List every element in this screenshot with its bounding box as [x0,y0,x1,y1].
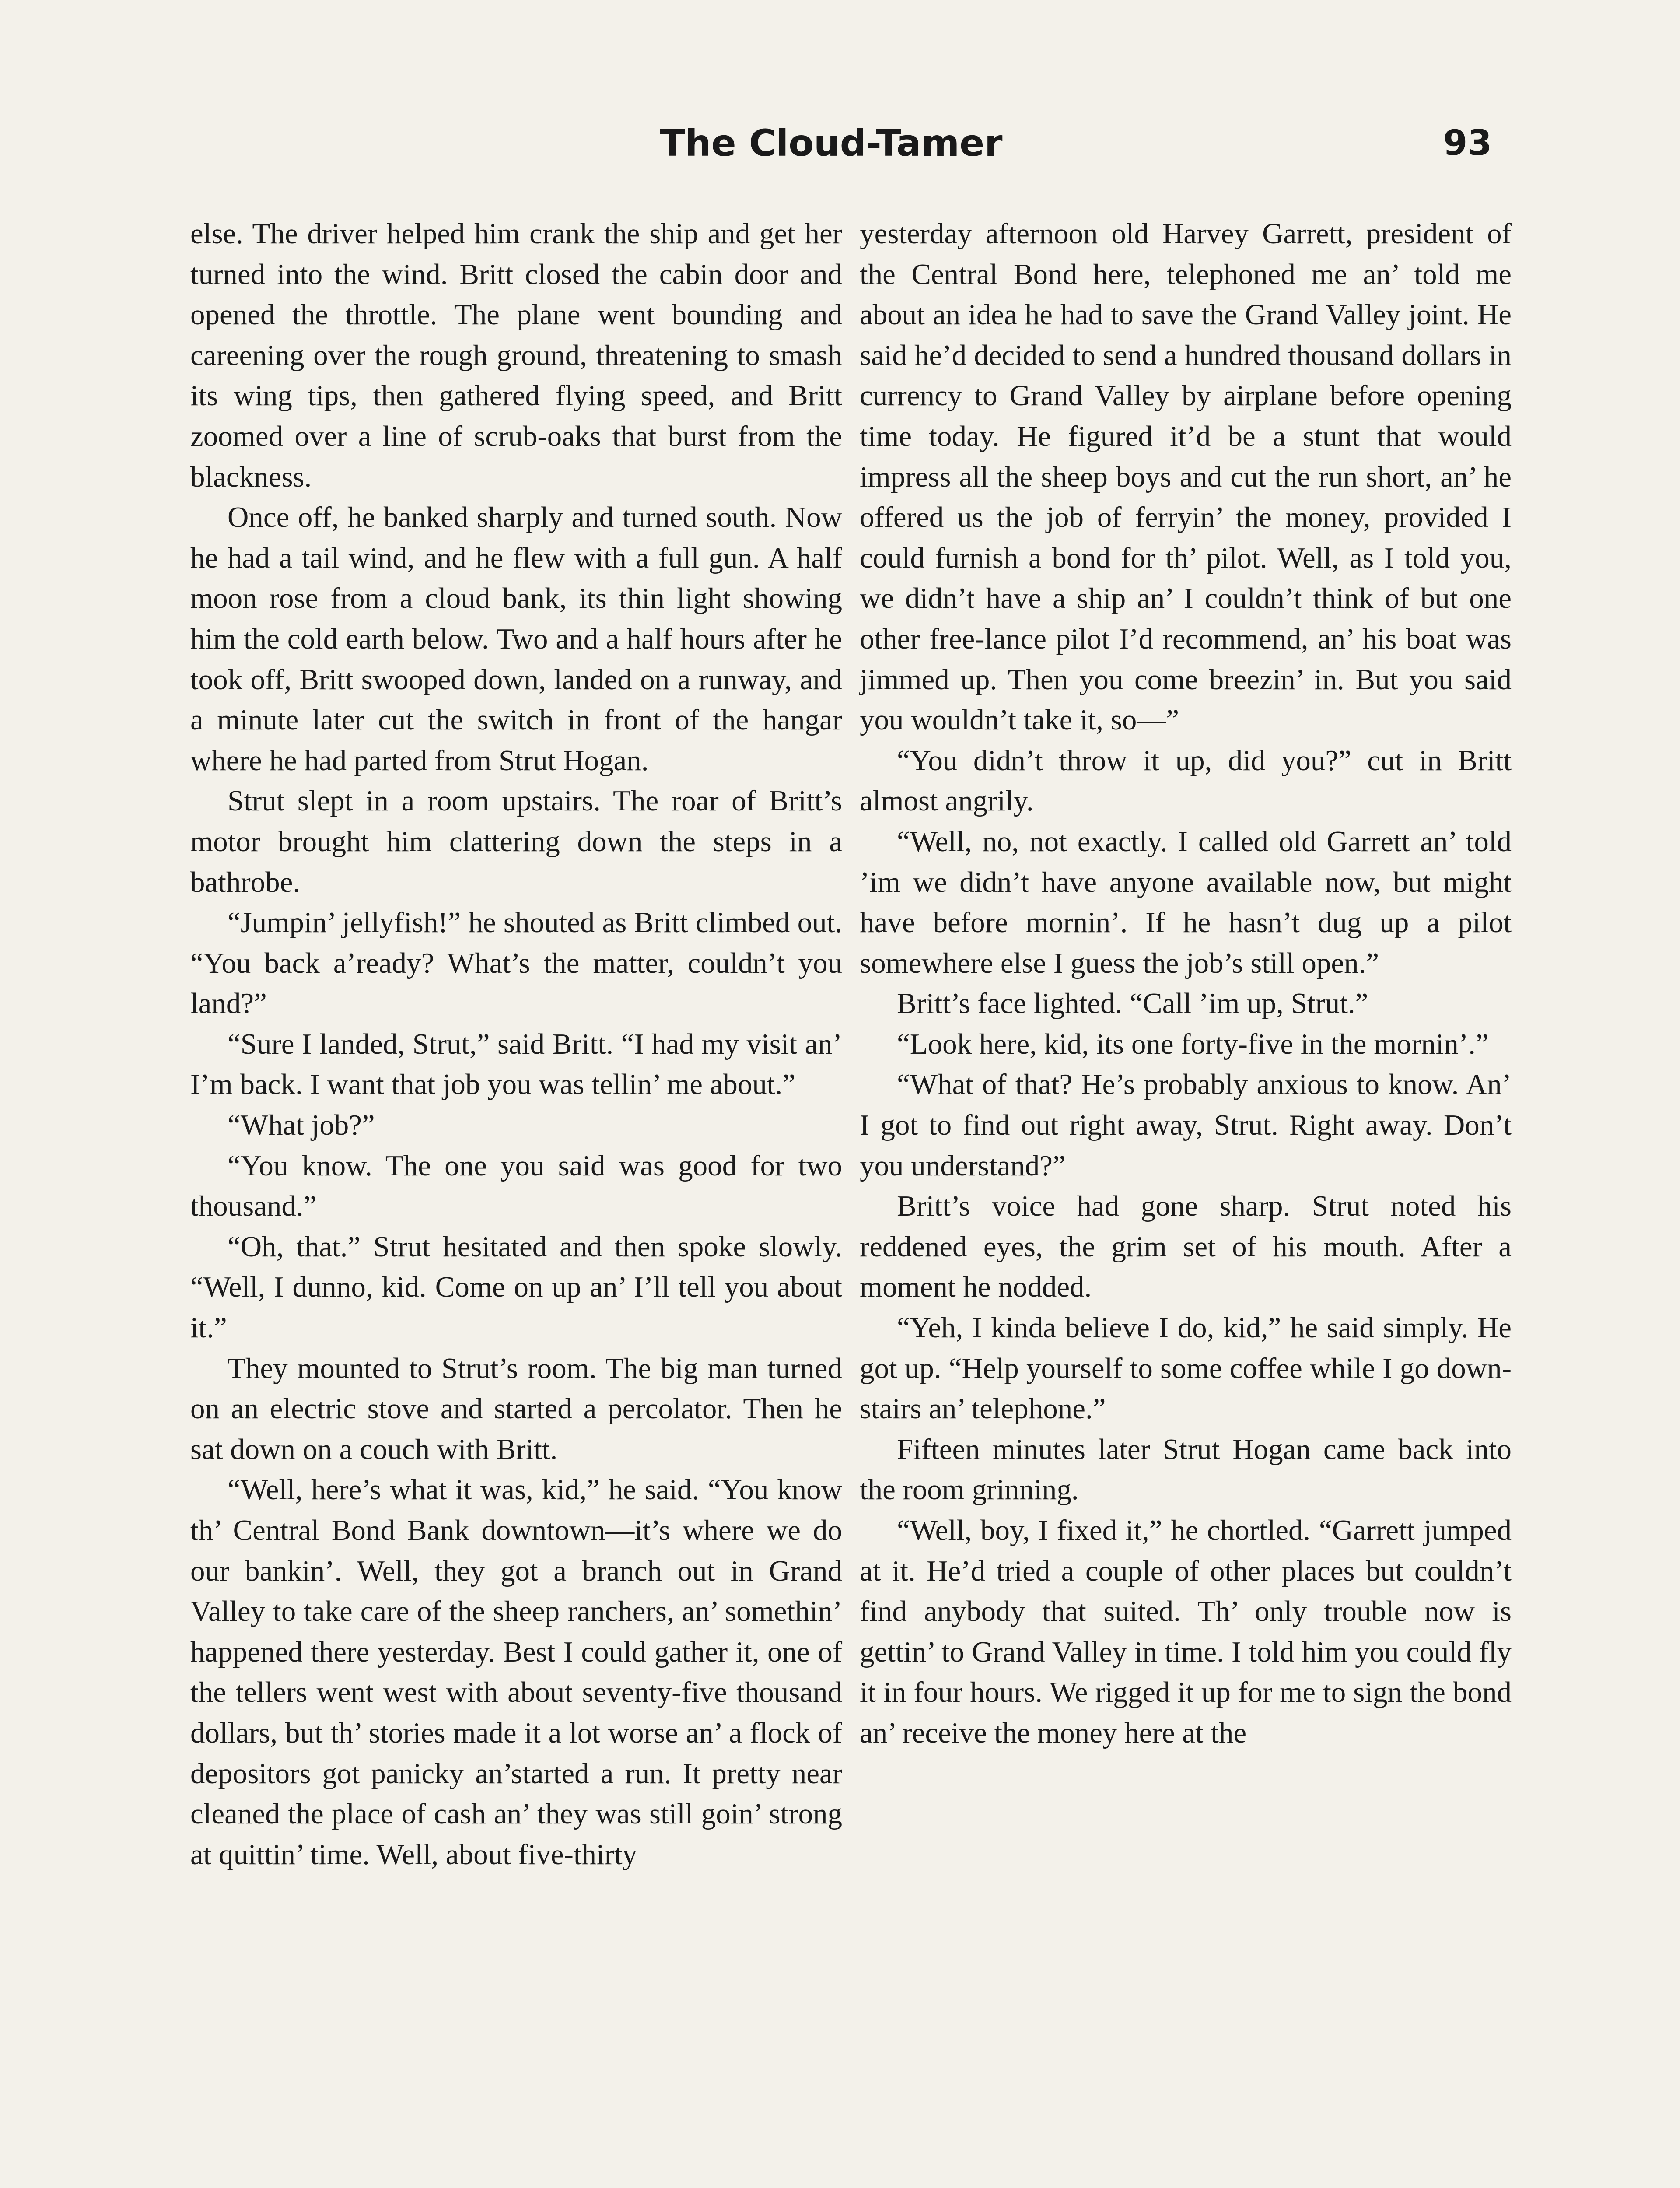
paragraph: “What job?” [228,1109,375,1142]
paragraph: “Jumpin’ jellyfish!” he shouted as Britt climbed out. “You back a’ready? What’s the matter, couldn’t you land?” [190,906,842,1020]
paragraph: else. The driver helped him crank the ship and get her turned into the wind. Britt closed the cabin door and opened the throttle. The plane went bounding and careening over the rough ground, threatening to smash its wing tips, then gathered flying speed, and Britt zoomed over a line of scrub-oaks that burst from the blackness. [190,217,842,493]
paragraph: “Well, boy, I fixed it,” he chortled. “Garrett jumped at it. He’d tried a couple of other places but couldn’t find anybody that suited. Th’ only trouble now is gettin’ to Grand Valley in time. I told him you could fly it in four hours. We rigged it up for me to sign the bond an’ receive the money here at the [860,1514,1512,1749]
paragraph: “You didn’t throw it up, did you?” cut in Britt almost angrily. [860,744,1512,817]
paragraph: Once off, he banked sharply and turned south. Now he had a tail wind, and he flew with a full gun. A half moon rose from a cloud bank, its thin light showing him the cold earth below. Two and a half hours after he took off, Britt swooped down, landed on a runway, and a minute later cut the switch in front of the hangar where he had parted from Strut Hogan. [190,501,842,777]
paragraph: “Look here, kid, its one forty-five in the mornin’.” [897,1027,1489,1060]
paragraph: Britt’s voice had gone sharp. Strut noted his reddened eyes, the grim set of his mouth. After a moment he nodded. [860,1190,1512,1304]
paragraph: “Sure I landed, Strut,” said Britt. “I had my visit an’ I’m back. I want that job you was tellin’ me about.” [190,1027,842,1101]
left-text-column [190,214,842,1875]
right-text-column [860,214,1512,1753]
paragraph: They mounted to Strut’s room. The big man turned on an electric stove and started a percolator. Then he sat down on a couch with Britt. [190,1352,842,1466]
paragraph: “What of that? He’s probably anxious to know. An’ I got to find out right away, Strut. Right away. Don’t you understand?” [860,1068,1512,1182]
paragraph: Britt’s face lighted. “Call ’im up, Strut.” [897,987,1368,1020]
page-header [171,119,1492,176]
paragraph: “Well, here’s what it was, kid,” he said. “You know th’ Central Bond Bank downtown—it’s where we do our bankin’. Well, they got a branch out in Grand Valley to take care of the sheep ranchers, an’ somethin’ happened there yesterday. Best I could gather it, one of the tellers went west with about seventy-five thousand dollars, but th’ stories made it a lot worse an’ a flock of depositors got panicky an’started a run. It pretty near cleaned the place of cash an’ they was still goin’ strong at quittin’ time. Well, about five-thirty [190,1473,842,1871]
paragraph: “Oh, that.” Strut hesitated and then spoke slowly. “Well, I dunno, kid. Come on up an’ I’ll tell you about it.” [190,1230,842,1344]
page-number: 93 [1443,123,1492,163]
paragraph: “Yeh, I kinda believe I do, kid,” he said simply. He got up. “Help yourself to some coffee while I go downstairs an’ telephone.” [860,1311,1512,1425]
paragraph: Strut slept in a room upstairs. The roar of Britt’s motor brought him clattering down the steps in a bathrobe. [190,785,842,898]
paragraph: Fifteen minutes later Strut Hogan came back into the room grinning. [860,1433,1512,1506]
running-title: The Cloud-Tamer [660,122,1003,165]
paragraph: yesterday afternoon old Harvey Garrett, president of the Central Bond here, telephoned me an’ told me about an idea he had to save the Grand Valley joint. He said he’d decided to send a hundred thousand dollars in currency to Grand Valley by airplane before opening time today. He figured it’d be a stunt that would impress all the sheep boys and cut the run short, an’ he offered us the job of ferryin’ the money, provided I could furnish a bond for th’ pilot. Well, as I told you, we didn’t have a ship an’ I couldn’t think of but one other free-lance pilot I’d recommend, an’ his boat was jimmed up. Then you come breezin’ in. But you said you wouldn’t take it, so—” [860,217,1512,736]
paragraph: “Well, no, not exactly. I called old Garrett an’ told ’im we didn’t have anyone available now, but might have before mornin’. If he hasn’t dug up a pilot somewhere else I guess the job’s still open.” [860,825,1512,979]
paragraph: “You know. The one you said was good for two thousand.” [190,1149,842,1223]
